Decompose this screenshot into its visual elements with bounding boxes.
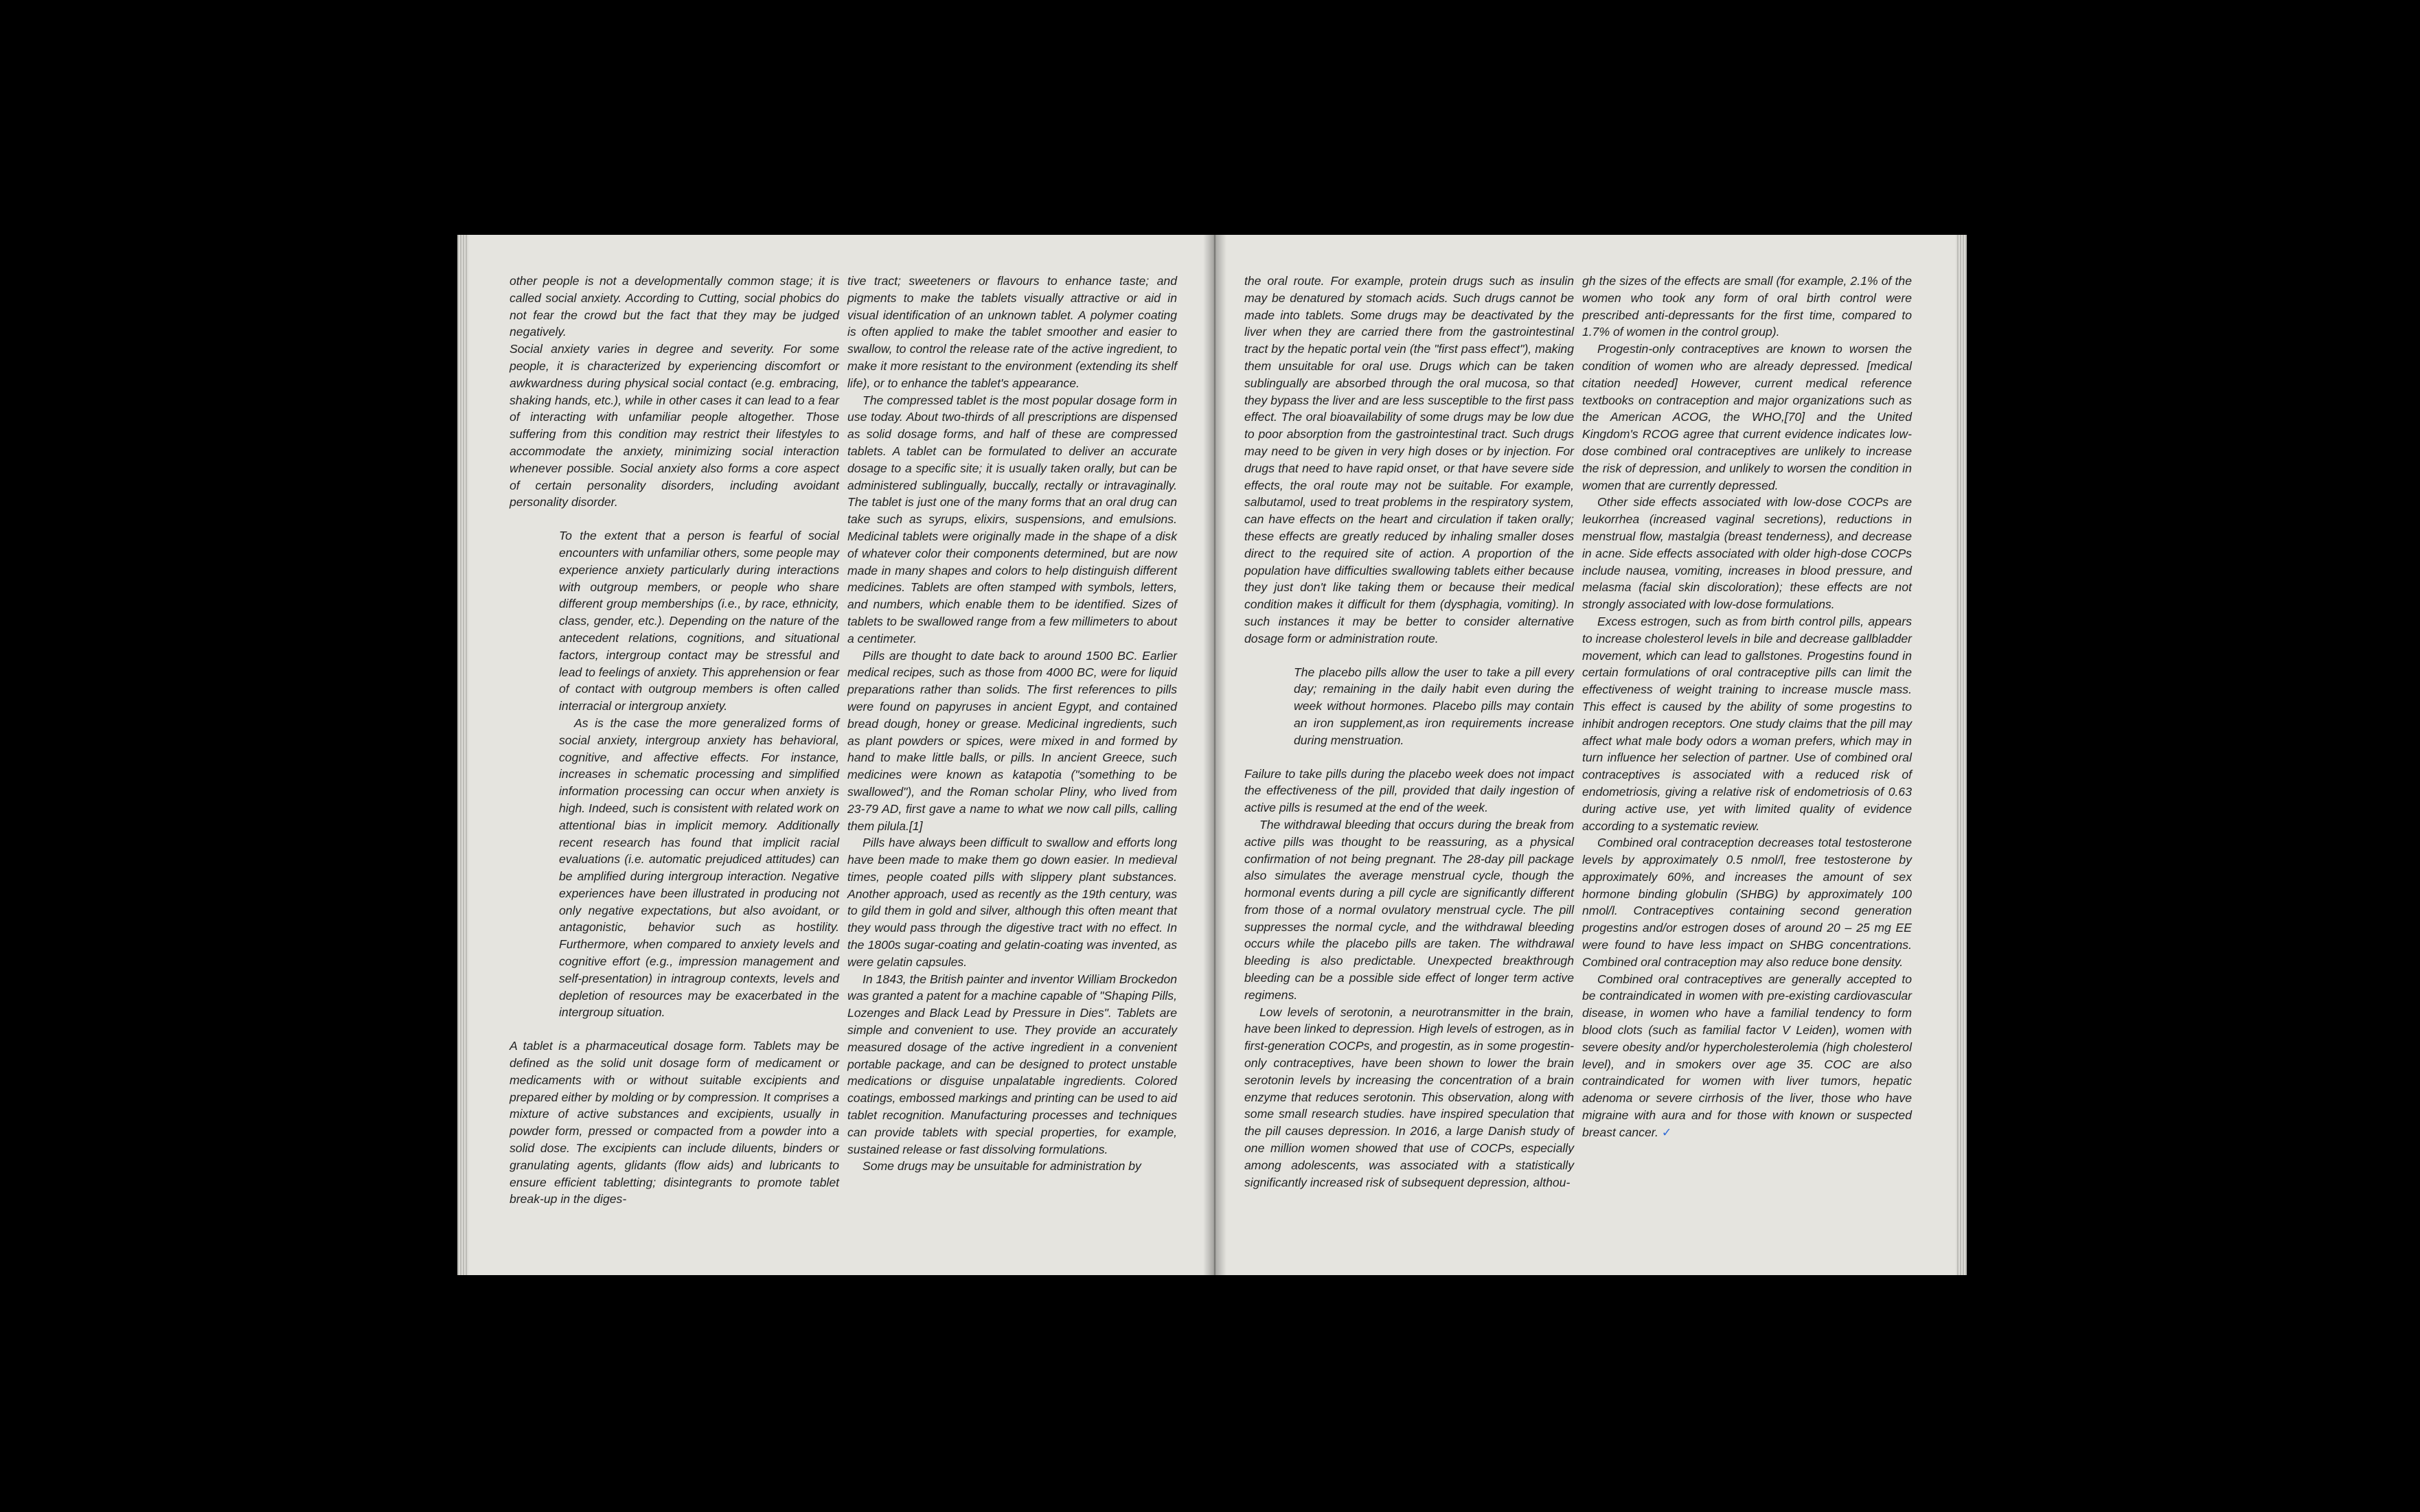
- paragraph: Combined oral contraception decreases total testosterone levels by approximately 0.5 nmol/l, free testosterone by approximately 60%, and increases the amount of sex hormone binding globulin (SHBG) by approximately 100 nmol/l. Contraceptives containing second generation progestins and/or estrogen doses of around 20 – 25 mg EE were found to have less impact on SHBG concentrations. Combined oral contraception may also reduce bone density.: [1582, 836, 1912, 969]
- paragraph: Excess estrogen, such as from birth control pills, appears to increase cholesterol levels in bile and decrease gallbladder movement, which can lead to gallstones. Progestins found in certain formulations of oral contraceptive pills can limit the effectiveness of weight training to increase muscle mass. This effect is caused by the ability of some progestins to inhibit androgen receptors. One study claims that the pill may affect what male body odors a woman prefers, which may in turn influence her selection of partner. Use of combined oral contraceptives is associated with a reduced risk of endometriosis, giving a relative risk of endometriosis of 0.63 during active use, yet with limited quality of evidence according to a systematic review.: [1582, 614, 1912, 833]
- left-page-column-1: [510, 273, 839, 1208]
- paragraph: The compressed tablet is the most popular dosage form in use today. About two-thirds of all prescriptions are dispensed as solid dosage forms, and half of these are compressed tablets. A tablet can be formulated to deliver an accurate dosage to a specific site; it is usually taken orally, but can be administered sublingually, buccally, rectally or intravaginally. The tablet is just one of the many forms that an oral drug can take such as syrups, elixirs, suspensions, and emulsions. Medicinal tablets were originally made in the shape of a disk of whatever color their components determined, but are now made in many shapes and colors to help distinguish different medicines. Tablets are often stamped with symbols, letters, and numbers, which enable them to be identified. Sizes of tablets to be swallowed range from a few millimeters to about a centimeter.: [847, 393, 1177, 645]
- paragraph: The withdrawal bleeding that occurs during the break from active pills was thought to be reassuring, as a physical confirmation of not being pregnant. The 28-day pill package also simulates the average menstrual cycle, though the hormonal events during a pill cycle are significantly different from those of a normal ovulatory menstrual cycle. The pill suppresses the normal cycle, and the withdrawal bleeding occurs while the placebo pills are taken. The withdrawal bleeding is also predictable. Unexpected breakthrough bleeding can be a possible side effect of longer term active regimens.: [1244, 817, 1574, 1002]
- right-page-column-1: [1244, 273, 1574, 1191]
- end-mark-icon: ✓: [1661, 1125, 1672, 1139]
- block-quote: [1294, 664, 1574, 749]
- book-gutter: [1203, 235, 1226, 1275]
- right-page: [1214, 235, 1967, 1275]
- paragraph: Social anxiety varies in degree and severity. For some people, it is characterized by experiencing discomfort or awkwardness during physical social contact (e.g. embracing, shaking hands, etc.), while in other cases it can lead to a fear of interacting with unfamiliar people altogether. Those suffering from this condition may restrict their lifestyles to accommodate the anxiety, minimizing social interaction whenever possible. Social anxiety also forms a core aspect of certain personality disorders, including avoidant personality disorder.: [510, 342, 839, 509]
- quote-paragraph: To the extent that a person is fearful of social encounters with unfamiliar others, some people may experience anxiety particularly during interactions with outgroup members, or people who share different group memberships (i.e., by race, ethnicity, class, gender, etc.). Depending on the nature of the antecedent relations, cognitions, and situational factors, intergroup contact may be stressful and lead to feelings of anxiety. This apprehension or fear of contact with outgroup members is often called interracial or intergroup anxiety.: [559, 529, 839, 713]
- left-page: [457, 235, 1214, 1275]
- quote-paragraph: The placebo pills allow the user to take a pill every day; remaining in the daily habit even during the week without hormones. Placebo pills may contain an iron supplement,as iron requirements increase during menstruation.: [1294, 665, 1574, 747]
- paragraph: In 1843, the British painter and inventor William Brockedon was granted a patent for a machine capable of "Shaping Pills, Lozenges and Black Lead by Pressure in Dies". Tablets are simple and convenient to use. They provide an accurately measured dosage of the active ingredient in a convenient portable package, and can be designed to protect unstable medications or disguise unpalatable ingredients. Colored coatings, embossed markings and printing can be used to aid tablet recognition. Manufacturing processes and techniques can provide tablets with special properties, for example, sustained release or fast dissolving formulations.: [847, 972, 1177, 1156]
- paragraph: Low levels of serotonin, a neurotransmitter in the brain, have been linked to depression. High levels of estrogen, as in first-generation COCPs, and progestin, as in some progestin-only contraceptives, have been shown to lower the brain serotonin levels by increasing the concentration of a brain enzyme that reduces serotonin. This observation, along with some small research studies. have inspired speculation that the pill causes depression. In 2016, a large Danish study of one million women showed that use of COCPs, especially among adolescents, was associated with a statistically significantly increased risk of subsequent depression, althou-: [1244, 1005, 1574, 1189]
- quote-paragraph: As is the case the more generalized forms of social anxiety, intergroup anxiety has behavioral, cognitive, and affective effects. For instance, increases in schematic processing and simplified information processing can occur when anxiety is high. Indeed, such is consistent with related work on attentional bias in implicit memory. Additionally recent research has found that implicit racial evaluations (i.e. automatic prejudiced attitudes) can be amplified during intergroup interaction. Negative experiences have been illustrated in producing not only negative expectations, but also avoidant, or antagonistic, behavior such as hostility. Furthermore, when compared to anxiety levels and cognitive effort (e.g., impression management and self-presentation) in intragroup contexts, levels and depletion of resources may be exacerbated in the intergroup situation.: [559, 715, 839, 1020]
- paragraph: A tablet is a pharmaceutical dosage form. Tablets may be defined as the solid unit dosage form of medicament or medicaments with or without suitable excipients and prepared either by molding or by compression. It comprises a mixture of active substances and excipients, usually in powder form, pressed or compacted from a powder into a solid dose. The excipients can include diluents, binders or granulating agents, glidants (flow aids) and lubricants to ensure efficient tabletting; disintegrants to promote tablet break-up in the diges-: [510, 1039, 839, 1206]
- paragraph-text: Combined oral contraceptives are generally accepted to be contraindicated in women with pre-existing cardiovascular disease, in women who have a familial tendency to form blood clots (such as familial factor V Leiden), women with severe obesity and/or hypercholesterolemia (high cholesterol level), and in smokers over age 35. COC are also contraindicated for women with liver tumors, hepatic adenoma or severe cirrhosis of the liver, those who have migraine with aura and for those with known or suspected breast cancer.: [1582, 972, 1912, 1139]
- paragraph: Failure to take pills during the placebo week does not impact the effectiveness of the pill, provided that daily ingestion of active pills is resumed at the end of the week.: [1244, 766, 1574, 815]
- paragraph: the oral route. For example, protein drugs such as insulin may be denatured by stomach acids. Such drugs cannot be made into tablets. Some drugs may be deactivated by the liver when they are carried there from the gastrointestinal tract by the hepatic portal vein (the "first pass effect"), making them unsuitable for oral use. Drugs which can be taken sublingually are absorbed through the oral mucosa, so that they bypass the liver and are less susceptible to the first pass effect. The oral bioavailability of some drugs may be low due to poor absorption from the gastrointestinal tract. Such drugs may need to be given in very high doses or by injection. For drugs that need to have rapid onset, or that have severe side effects, the oral route may not be suitable. For example, salbutamol, used to treat problems in the respiratory system, can have effects on the heart and circulation if taken orally; these effects are greatly reduced by inhaling smaller doses direct to the required site of action. A proportion of the population have difficulties swallowing tablets either because they just don't like taking them or because their medical condition makes it difficult for them (dysphagia, vomiting). In such instances it may be better to consider alternative dosage form or administration route.: [1244, 274, 1574, 645]
- left-page-column-2: [847, 273, 1177, 1175]
- paragraph: Progestin-only contraceptives are known to worsen the condition of women who are already depressed. [medical citation needed] However, current medical reference textbooks on contraception and major organizations such as the American ACOG, the WHO,[70] and the United Kingdom's RCOG agree that current evidence indicates low-dose combined oral contraceptives are unlikely to increase the risk of depression, and unlikely to worsen the condition in women that are currently depressed.: [1582, 342, 1912, 492]
- paragraph: Pills have always been difficult to swallow and efforts long have been made to make them go down easier. In medieval times, people coated pills with slippery plant substances. Another approach, used as recently as the 19th century, was to gild them in gold and silver, although this often meant that they would pass through the digestive tract with no effect. In the 1800s sugar-coating and gelatin-coating was invented, as were gelatin capsules.: [847, 836, 1177, 969]
- paragraph: Pills are thought to date back to around 1500 BC. Earlier medical recipes, such as those from 4000 BC, were for liquid preparations rather than solids. The first references to pills were found on papyruses in ancient Egypt, and contained bread dough, honey or grease. Medicinal ingredients, such as plant powders or spices, were mixed in and formed by hand to make little balls, or pills. In ancient Greece, such medicines were known as katapotia ("something to be swallowed"), and the Roman scholar Pliny, who lived from 23-79 AD, first gave a name to what we now call pills, calling them pilula.[1]: [847, 648, 1177, 833]
- block-quote: [559, 527, 839, 1021]
- paragraph: other people is not a developmentally common stage; it is called social anxiety. According to Cutting, social phobics do not fear the crowd but the fact that they may be judged negatively.: [510, 274, 839, 339]
- paragraph: gh the sizes of the effects are small (for example, 2.1% of the women who took any form of oral birth control were prescribed anti-depressants for the first time, compared to 1.7% of women in the control group).: [1582, 274, 1912, 339]
- right-page-column-2: [1582, 273, 1912, 1141]
- paragraph: tive tract; sweeteners or flavours to enhance taste; and pigments to make the tablets visually attractive or aid in visual identification of an unknown tablet. A polymer coating is often applied to make the tablet smoother and easier to swallow, to control the release rate of the active ingredient, to make it more resistant to the environment (extending its shelf life), or to enhance the tablet's appearance.: [847, 274, 1177, 390]
- paragraph: Other side effects associated with low-dose COCPs are leukorrhea (increased vaginal secretions), reductions in menstrual flow, mastalgia (breast tenderness), and decrease in acne. Side effects associated with older high-dose COCPs include nausea, vomiting, increases in blood pressure, and melasma (facial skin discoloration); these effects are not strongly associated with low-dose formulations.: [1582, 495, 1912, 612]
- paragraph: [1582, 971, 1912, 1141]
- book-spread: [457, 235, 1967, 1275]
- paragraph: Some drugs may be unsuitable for administration by: [863, 1159, 1141, 1173]
